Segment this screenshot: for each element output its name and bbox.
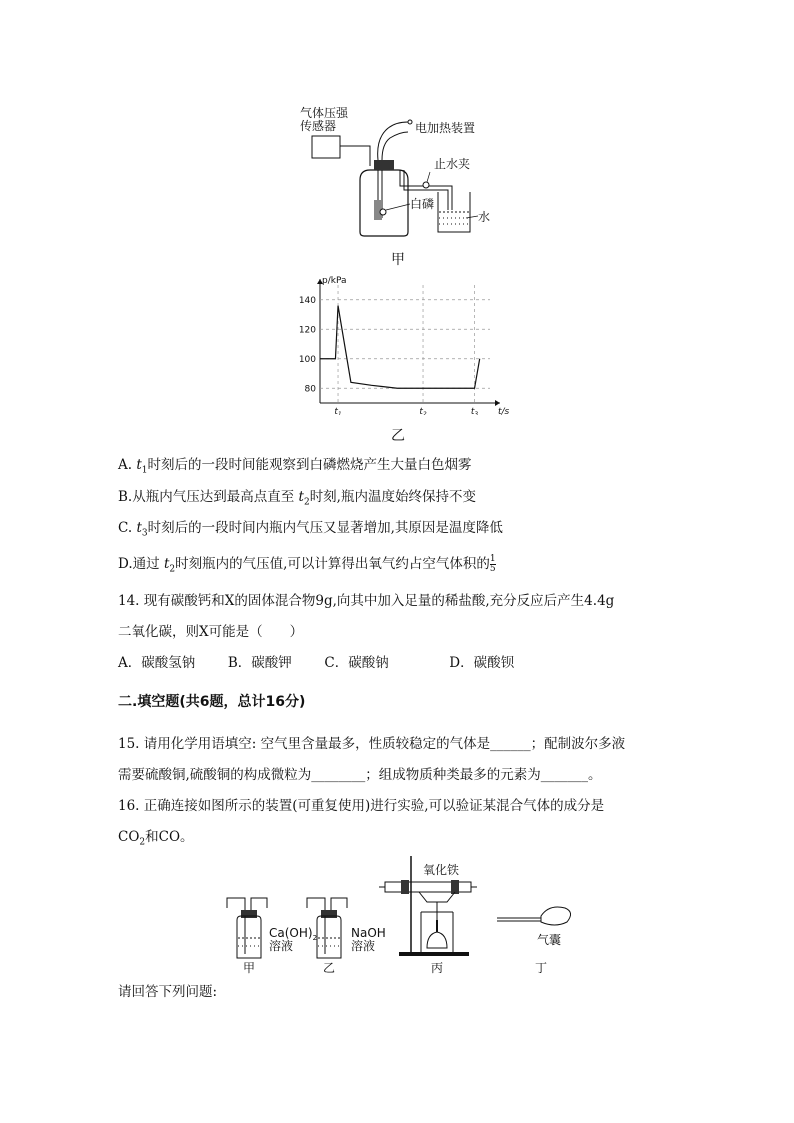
y-axis-label: p/kPa — [322, 276, 347, 286]
closing-line: 请回答下列问题: — [118, 984, 218, 1000]
water-label: 水 — [478, 210, 491, 224]
q15-line1: 15. 请用化学用语填空: 空气里含量最多，性质较稳定的气体是______；配制波尔多液 — [118, 736, 626, 752]
phosphorus-label: 白磷 — [410, 197, 435, 211]
heater-label: 电加热装置 — [415, 121, 476, 135]
y-tick-label: 140 — [298, 295, 316, 306]
q14-line2: 二氧化碳，则X可能是（ ） — [118, 624, 304, 640]
section-heading: 二.填空题(共6题，总计16分) — [118, 694, 306, 710]
x-tick-label: $t_2$ — [419, 407, 427, 415]
pressure-series-line — [320, 306, 480, 389]
q14-options — [118, 654, 514, 672]
fig2-caption-bing: 丙 — [431, 961, 444, 975]
option-b: B.从瓶内气压达到最高点直至 $t_2$时刻,瓶内温度始终保持不变 — [118, 489, 476, 508]
x-tick-label: $t_3$ — [470, 407, 479, 415]
figure-yi-caption: 乙 — [391, 428, 405, 444]
clamp-label: 止水夹 — [434, 157, 471, 171]
fig2-caption-ding: 丁 — [535, 961, 548, 975]
sensor-label-line1: 气体压强 — [300, 106, 349, 120]
beaker — [438, 192, 470, 232]
apparatus-figure-2 — [215, 850, 595, 980]
x-axis-label: t/s — [498, 407, 510, 415]
y-tick-label: 80 — [304, 384, 316, 395]
option-c: C. $t_3$时刻后的一段时间内瓶内气压又显著增加,其原因是温度降低 — [118, 520, 503, 539]
x-tick-label: $t_1$ — [334, 407, 342, 415]
bing-label: 氧化铁 — [423, 863, 460, 877]
q14-option-d: D．碳酸钡 — [449, 655, 515, 671]
q14-option-c: C．碳酸钠 — [324, 655, 389, 671]
iron-stand-bing — [379, 856, 477, 956]
apparatus-figure-jia — [290, 100, 520, 240]
q15-line2: 需要硫酸铜,硫酸铜的构成微粒为________；组成物质种类最多的元素为_______。 — [118, 767, 602, 783]
y-tick-label: 120 — [298, 325, 316, 336]
figure-jia-caption: 甲 — [391, 252, 405, 268]
gas-bag-ding — [497, 907, 571, 947]
fig2-caption-yi: 乙 — [323, 961, 336, 975]
yi-reagent-label-2: 溶液 — [351, 939, 376, 953]
pressure-sensor-box — [312, 136, 340, 158]
sensor-label-line2: 传感器 — [300, 119, 337, 133]
jia-reagent-label-2: 溶液 — [269, 939, 294, 953]
bottle — [360, 170, 408, 236]
q14-line1: 14. 现有碳酸钙和X的固体混合物9g,向其中加入足量的稀盐酸,充分反应后产生4.4g — [118, 593, 615, 609]
fig2-caption-jia: 甲 — [243, 961, 256, 975]
yi-reagent-label: NaOH — [351, 926, 386, 940]
x-axis-arrow — [495, 400, 500, 406]
option-d: D.通过 $t_2$时刻瓶内的气压值,可以计算得出氧气约占空气体积的 $\frac{1}{5}$ — [118, 554, 496, 575]
ding-label: 气囊 — [537, 933, 562, 947]
q16-line2: $CO_2$和CO。 — [118, 829, 194, 848]
jia-reagent-label: $Ca(OH)_2$ — [269, 926, 318, 942]
bottle-jia — [227, 898, 267, 958]
pressure-chart — [290, 275, 515, 415]
y-tick-label: 100 — [298, 354, 316, 365]
option-a: A. $t_1$时刻后的一段时间能观察到白磷燃烧产生大量白色烟雾 — [118, 457, 472, 476]
q16-line1: 16. 正确连接如图所示的装置(可重复使用)进行实验,可以验证某混合气体的成分是 — [118, 798, 605, 814]
bottle-yi — [307, 898, 347, 958]
q14-option-b: B．碳酸钾 — [227, 655, 292, 671]
fraction-one-fifth: $\frac{1}{5}$ — [489, 554, 496, 574]
q14-option-a: A．碳酸氢钠 — [118, 655, 196, 671]
